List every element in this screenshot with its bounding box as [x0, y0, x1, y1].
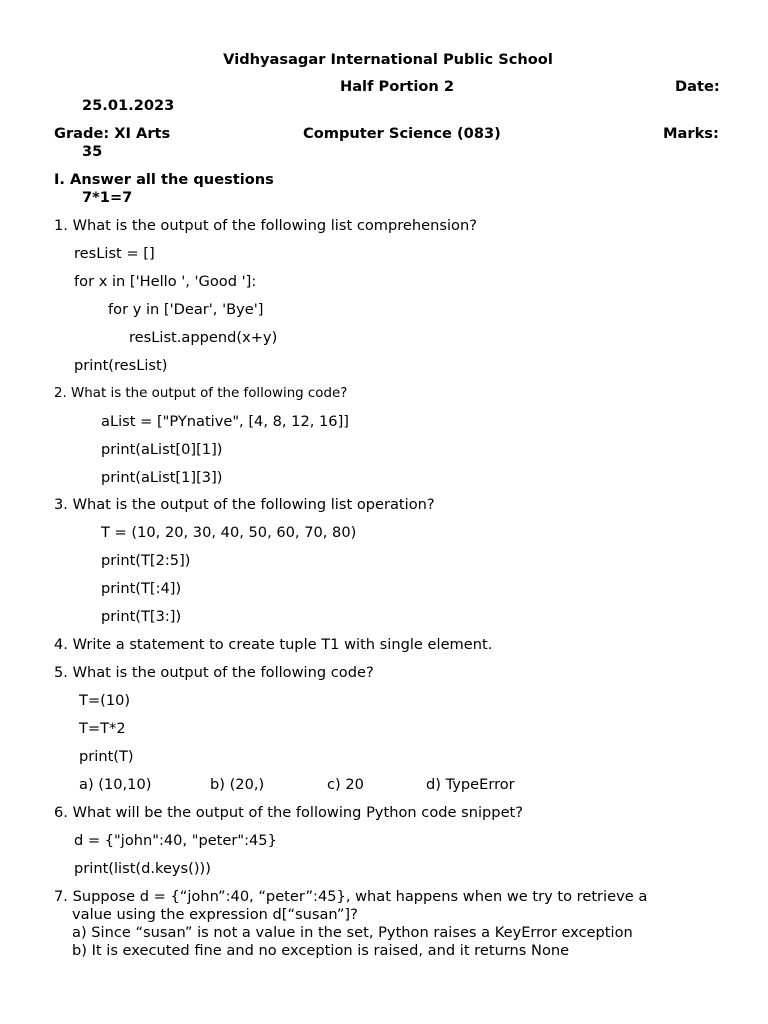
code-line: resList = [] — [74, 245, 155, 262]
code-line: print(T[:4]) — [101, 580, 182, 597]
option-c: c) 20 — [327, 776, 364, 793]
code-line: print(list(d.keys())) — [74, 860, 211, 877]
option-a: a) (10,10) — [79, 776, 152, 793]
exam-title: Half Portion 2 — [340, 78, 455, 95]
code-line: for x in ['Hello ', 'Good ']: — [74, 273, 257, 290]
option-b: b) It is executed fine and no exception is raised, and it returns None — [72, 942, 570, 959]
code-line: aList = ["PYnative", [4, 8, 12, 16]] — [101, 413, 349, 430]
date-label: Date: — [675, 78, 720, 95]
subject: Computer Science (083) — [303, 125, 501, 142]
code-line: d = {"john":40, "peter":45} — [74, 832, 277, 849]
marks-value: 35 — [82, 143, 103, 160]
option-b: b) (20,) — [210, 776, 265, 793]
option-a: a) Since “susan” is not a value in the set, Python raises a KeyError exception — [72, 924, 633, 941]
code-line: print(resList) — [74, 357, 168, 374]
school-name: Vidhyasagar International Public School — [223, 51, 553, 68]
code-line: print(T[2:5]) — [101, 552, 191, 569]
section-title: I. Answer all the questions — [54, 171, 274, 188]
question-7-prompt-cont: value using the expression d[“susan”]? — [72, 906, 358, 923]
option-d: d) TypeError — [426, 776, 515, 793]
question-1-prompt: 1. What is the output of the following list comprehension? — [54, 217, 477, 234]
question-4-prompt: 4. Write a statement to create tuple T1 with single element. — [54, 636, 493, 653]
question-5-prompt: 5. What is the output of the following code? — [54, 664, 374, 681]
question-6-prompt: 6. What will be the output of the following Python code snippet? — [54, 804, 524, 821]
code-line: print(aList[0][1]) — [101, 441, 223, 458]
code-line: for y in ['Dear', 'Bye'] — [108, 301, 264, 318]
marks-label: Marks: — [663, 125, 719, 142]
code-line: print(aList[1][3]) — [101, 469, 223, 486]
question-2-prompt: 2. What is the output of the following code? — [54, 386, 348, 401]
code-line: T=(10) — [79, 692, 131, 709]
question-3-prompt: 3. What is the output of the following list operation? — [54, 496, 435, 513]
grade: Grade: XI Arts — [54, 125, 171, 142]
question-7-prompt: 7. Suppose d = {“john”:40, “peter”:45}, what happens when we try to retrieve a — [54, 888, 648, 905]
code-line: print(T[3:]) — [101, 608, 182, 625]
code-line: T = (10, 20, 30, 40, 50, 60, 70, 80) — [101, 524, 357, 541]
code-line: resList.append(x+y) — [129, 329, 278, 346]
section-marks: 7*1=7 — [82, 189, 133, 206]
date-value: 25.01.2023 — [82, 97, 175, 114]
code-line: T=T*2 — [79, 720, 126, 737]
code-line: print(T) — [79, 748, 134, 765]
